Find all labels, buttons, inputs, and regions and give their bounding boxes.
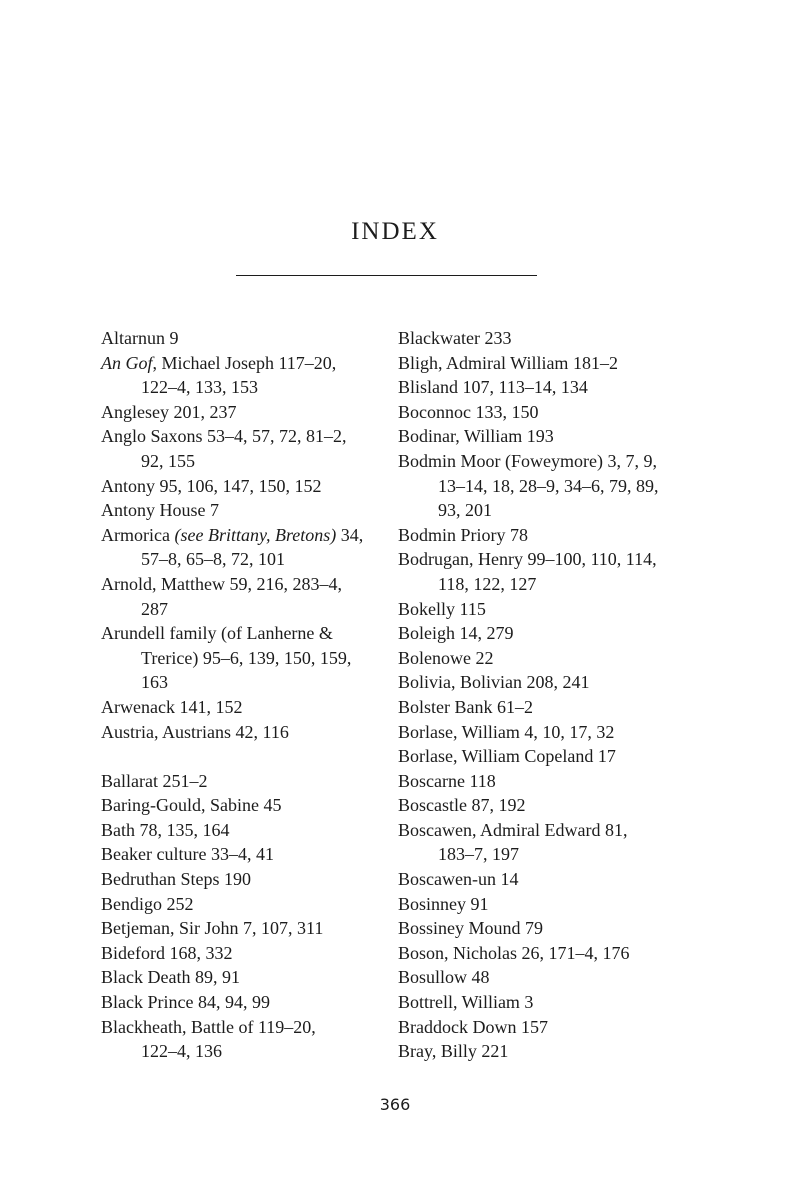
entry-text: Bodmin Moor (Foweymore) 3, 7, 9,	[398, 450, 657, 471]
index-entry	[101, 941, 381, 966]
index-entry	[398, 1039, 698, 1064]
entry-text: Bendigo 252	[101, 893, 194, 914]
entry-text: 122–4, 133, 153	[141, 377, 258, 398]
index-entry	[101, 818, 381, 843]
entry-line	[101, 941, 381, 966]
index-entry	[398, 1015, 698, 1040]
entry-line	[101, 400, 381, 425]
entry-line-continued	[101, 547, 381, 572]
entry-text: Boconnoc 133, 150	[398, 401, 539, 422]
entry-text: Bolivia, Bolivian 208, 241	[398, 672, 590, 693]
entry-line	[101, 892, 381, 917]
entry-line	[101, 867, 381, 892]
entry-text: Antony House 7	[101, 500, 219, 521]
entry-text: Austria, Austrians 42, 116	[101, 721, 289, 742]
entry-text: Boscastle 87, 192	[398, 795, 526, 816]
entry-text: Arwenack 141, 152	[101, 696, 243, 717]
index-entry	[398, 621, 698, 646]
entry-text: Blisland 107, 113–14, 134	[398, 377, 588, 398]
entry-line	[101, 990, 381, 1015]
index-entry	[101, 842, 381, 867]
entry-line	[398, 621, 698, 646]
entry-line-continued	[101, 449, 381, 474]
entry-text: 122–4, 136	[141, 1041, 222, 1062]
entry-line	[398, 597, 698, 622]
index-entry	[398, 351, 698, 376]
entry-text: Armorica	[101, 524, 175, 545]
section-gap	[101, 744, 381, 769]
entry-text: Bray, Billy 221	[398, 1041, 509, 1062]
index-entry	[398, 990, 698, 1015]
index-column-left	[101, 326, 381, 1064]
index-entry	[398, 695, 698, 720]
entry-line	[398, 670, 698, 695]
entry-line	[398, 867, 698, 892]
entry-line	[398, 941, 698, 966]
entry-line	[398, 769, 698, 794]
index-entry	[398, 916, 698, 941]
entry-line-continued	[101, 597, 381, 622]
index-entry	[101, 892, 381, 917]
index-entry	[398, 744, 698, 769]
index-entry	[398, 670, 698, 695]
entry-text: Bolenowe 22	[398, 647, 494, 668]
index-entry	[101, 351, 381, 400]
entry-line	[101, 424, 381, 449]
entry-line-continued	[398, 474, 698, 499]
entry-text: Altarnun 9	[101, 328, 179, 348]
entry-line	[398, 646, 698, 671]
entry-line	[398, 818, 698, 843]
entry-line	[101, 793, 381, 818]
entry-line	[398, 351, 698, 376]
entry-text: 92, 155	[141, 450, 195, 471]
entry-line	[101, 523, 381, 548]
entry-text: Bolster Bank 61–2	[398, 696, 533, 717]
entry-text: Betjeman, Sir John 7, 107, 311	[101, 918, 324, 939]
index-entry	[101, 769, 381, 794]
entry-text: Borlase, William 4, 10, 17, 32	[398, 721, 615, 742]
index-entry	[101, 720, 381, 745]
entry-line	[398, 695, 698, 720]
entry-line	[101, 1015, 381, 1040]
entry-text: Bossiney Mound 79	[398, 918, 544, 939]
entry-line-continued	[398, 842, 698, 867]
index-entry	[101, 498, 381, 523]
entry-line	[398, 892, 698, 917]
entry-text: Black Prince 84, 94, 99	[101, 992, 270, 1013]
entry-text: Bligh, Admiral William 181–2	[398, 352, 618, 373]
entry-line	[398, 916, 698, 941]
page-number: 366	[379, 1095, 411, 1114]
index-entry	[101, 424, 381, 473]
entry-line-continued	[101, 646, 381, 671]
entry-line	[398, 547, 698, 572]
entry-text: Boleigh 14, 279	[398, 623, 514, 644]
entry-text: , Michael Joseph 117–20,	[152, 352, 337, 373]
entry-line	[398, 744, 698, 769]
index-entry	[398, 424, 698, 449]
entry-line-continued	[398, 498, 698, 523]
index-entry	[101, 867, 381, 892]
index-entry	[398, 326, 698, 351]
entry-line	[398, 375, 698, 400]
entry-text: Borlase, William Copeland 17	[398, 746, 616, 767]
entry-line	[398, 400, 698, 425]
entry-text: 34,	[336, 524, 364, 545]
index-entry	[398, 400, 698, 425]
entry-line	[101, 572, 381, 597]
index-entry	[398, 892, 698, 917]
index-entry	[398, 720, 698, 745]
entry-text: Bideford 168, 332	[101, 942, 233, 963]
entry-line	[101, 695, 381, 720]
entry-line	[101, 720, 381, 745]
entry-line	[101, 351, 381, 376]
entry-text: Boscarne 118	[398, 770, 496, 791]
entry-line	[398, 793, 698, 818]
entry-line	[398, 523, 698, 548]
entry-line	[101, 916, 381, 941]
entry-line	[398, 1015, 698, 1040]
entry-line-continued	[398, 572, 698, 597]
entry-text: Arundell family (of Lanherne &	[101, 623, 333, 644]
index-column-right	[398, 326, 698, 1064]
entry-text: Blackwater 233	[398, 328, 512, 348]
index-entry	[398, 867, 698, 892]
entry-text: Bosinney 91	[398, 893, 489, 914]
entry-text: Bosullow 48	[398, 967, 490, 988]
page-title: INDEX	[351, 218, 439, 245]
entry-text: Bokelly 115	[398, 598, 486, 619]
index-entry	[101, 621, 381, 695]
entry-text: Bedruthan Steps 190	[101, 869, 251, 890]
index-entry	[101, 1015, 381, 1064]
index-entry	[398, 818, 698, 867]
index-entry	[398, 769, 698, 794]
entry-text: Bottrell, William 3	[398, 992, 534, 1013]
entry-text-italic: An Gof	[101, 352, 153, 373]
index-entry	[101, 572, 381, 621]
index-entry	[398, 523, 698, 548]
entry-text: 287	[141, 598, 168, 619]
entry-line	[101, 965, 381, 990]
entry-line	[398, 720, 698, 745]
index-entry	[398, 449, 698, 523]
index-entry	[101, 965, 381, 990]
index-entry	[101, 326, 381, 351]
entry-text: Anglo Saxons 53–4, 57, 72, 81–2,	[101, 426, 347, 447]
entry-text: Boson, Nicholas 26, 171–4, 176	[398, 942, 630, 963]
entry-text: Antony 95, 106, 147, 150, 152	[101, 475, 322, 496]
entry-text: Bodmin Priory 78	[398, 524, 529, 545]
entry-text: Boscawen, Admiral Edward 81,	[398, 819, 628, 840]
entry-text: Arnold, Matthew 59, 216, 283–4,	[101, 573, 342, 594]
entry-text: Beaker culture 33–4, 41	[101, 844, 274, 865]
entry-line	[398, 1039, 698, 1064]
entry-text: Braddock Down 157	[398, 1016, 548, 1037]
entry-text: Bodinar, William 193	[398, 426, 554, 447]
index-entry	[101, 523, 381, 572]
index-entry	[101, 695, 381, 720]
entry-text: Blackheath, Battle of 119–20,	[101, 1016, 316, 1037]
index-entry	[398, 375, 698, 400]
entry-line	[101, 818, 381, 843]
entry-line	[101, 842, 381, 867]
index-entry	[398, 547, 698, 596]
entry-line	[101, 326, 381, 351]
entry-text: 183–7, 197	[438, 844, 519, 865]
entry-line-continued	[101, 375, 381, 400]
entry-line	[101, 621, 381, 646]
entry-line	[398, 424, 698, 449]
index-entry	[101, 793, 381, 818]
entry-line	[398, 449, 698, 474]
entry-line	[101, 498, 381, 523]
index-entry	[398, 793, 698, 818]
entry-line	[398, 965, 698, 990]
index-entry	[101, 990, 381, 1015]
entry-text: Ballarat 251–2	[101, 770, 208, 791]
entry-text: Trerice) 95–6, 139, 150, 159,	[141, 647, 352, 668]
entry-line	[398, 326, 698, 351]
entry-text: Boscawen-un 14	[398, 869, 519, 890]
entry-line-continued	[101, 1039, 381, 1064]
entry-line	[101, 769, 381, 794]
index-entry	[398, 941, 698, 966]
entry-text: Black Death 89, 91	[101, 967, 240, 988]
entry-text: 93, 201	[438, 500, 492, 521]
index-entry	[101, 474, 381, 499]
entry-text: Baring-Gould, Sabine 45	[101, 795, 282, 816]
title-rule	[236, 275, 537, 276]
entry-text: 13–14, 18, 28–9, 34–6, 79, 89,	[438, 475, 659, 496]
index-entry	[398, 646, 698, 671]
index-entry	[398, 597, 698, 622]
entry-text: 57–8, 65–8, 72, 101	[141, 549, 285, 570]
entry-text: Bath 78, 135, 164	[101, 819, 230, 840]
entry-text: 118, 122, 127	[438, 573, 537, 594]
index-entry	[101, 916, 381, 941]
entry-text: Anglesey 201, 237	[101, 401, 237, 422]
index-entry	[101, 400, 381, 425]
entry-line-continued	[101, 670, 381, 695]
entry-line	[101, 474, 381, 499]
entry-text-italic: (see Brittany, Bretons)	[174, 524, 337, 545]
index-entry	[398, 965, 698, 990]
entry-text: Bodrugan, Henry 99–100, 110, 114,	[398, 549, 657, 570]
entry-line	[398, 990, 698, 1015]
entry-text: 163	[141, 672, 168, 693]
